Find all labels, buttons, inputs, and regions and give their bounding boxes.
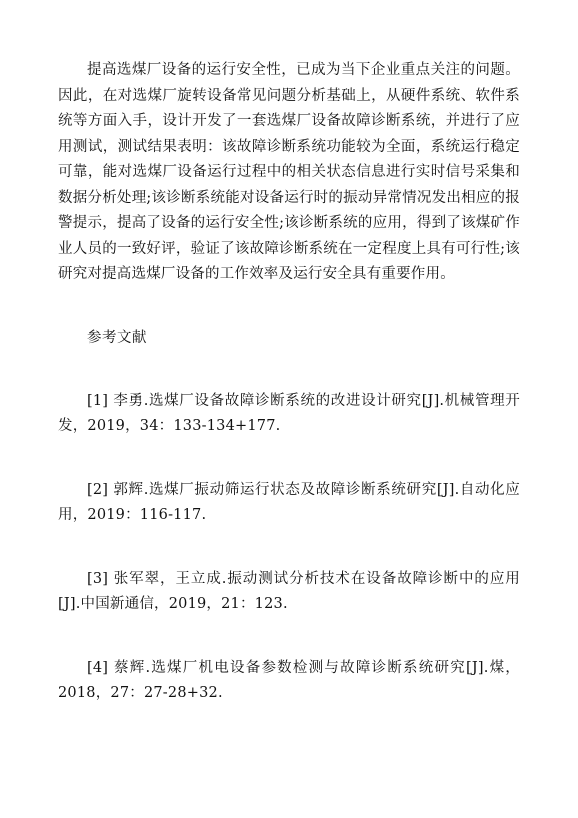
reference-item-1: [1] 李勇.选煤厂设备故障诊断系统的改进设计研究[J].机械管理开发，2019，34：133-134+177. xyxy=(58,392,520,434)
reference-item-2: [2] 郭辉.选煤厂振动筛运行状态及故障诊断系统研究[J].自动化应用，2019：116-117. xyxy=(58,481,520,523)
references-heading: 参考文献 xyxy=(87,329,147,346)
body-paragraph: 提高选煤厂设备的运行安全性，已成为当下企业重点关注的问题。因此，在对选煤厂旋转设备常见问题分析基础上，从硬件系统、软件系统等方面入手，设计开发了一套选煤厂设备故障诊断系统，并进行了应用测试，测试结果表明：该故障诊断系统功能较为全面，系统运行稳定可靠，能对选煤厂设备运行过程中的相关状态信息进行实时信号采集和数据分析处理;该诊断系统能对设备运行时的振动异常情况发出相应的报警提示，提高了设备的运行安全性;该诊断系统的应用，得到了该煤矿作业人员的一致好评，验证了该故障诊断系统在一定程度上具有可行性;该研究对提高选煤厂设备的工作效率及运行安全具有重要作用。 xyxy=(58,62,520,282)
reference-list xyxy=(58,389,520,707)
reference-item-3: [3] 张军翠，王立成.振动测试分析技术在设备故障诊断中的应用[J].中国新通信，2019，21：123. xyxy=(58,570,520,612)
reference-item-4: [4] 蔡辉.选煤厂机电设备参数检测与故障诊断系统研究[J].煤，2018，27：27-28+32. xyxy=(58,659,520,701)
